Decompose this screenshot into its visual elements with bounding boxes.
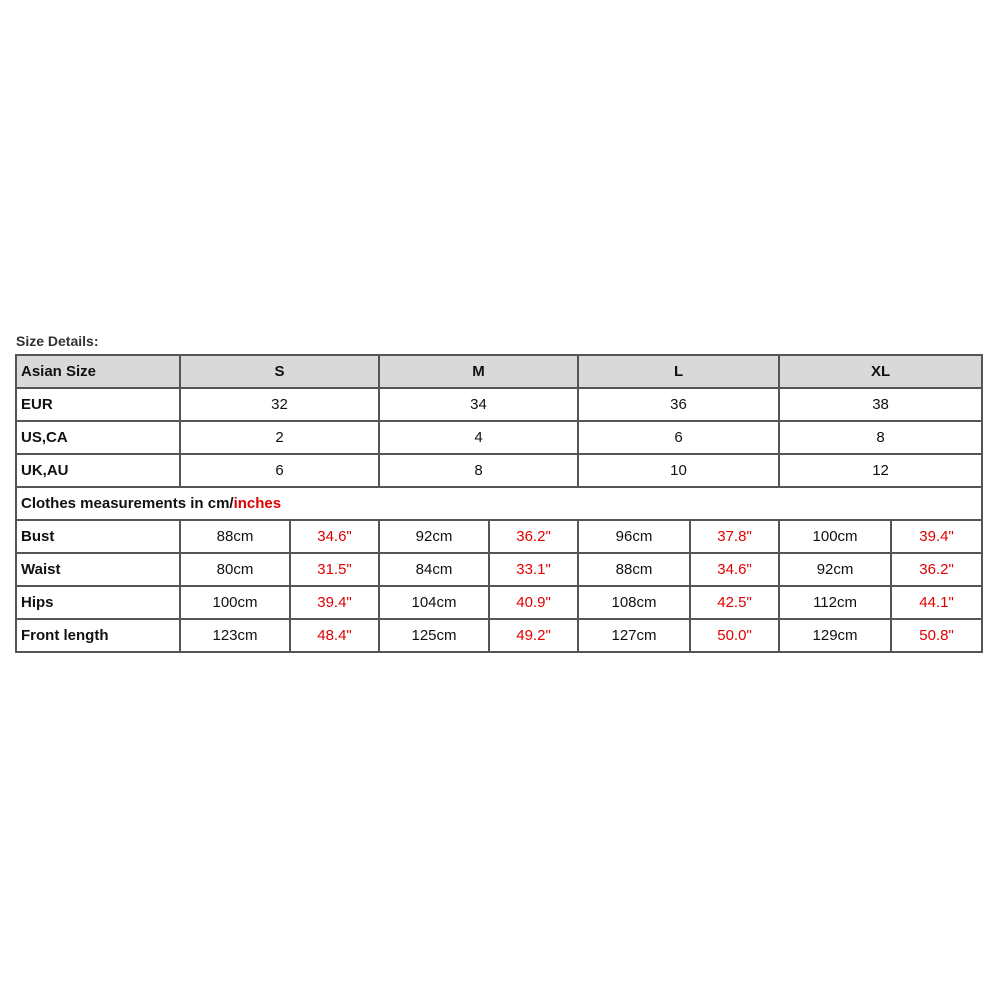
inch-cell: 48.4" bbox=[290, 619, 379, 652]
inch-cell: 31.5" bbox=[290, 553, 379, 586]
size-details bbox=[15, 330, 981, 653]
cm-cell: 108cm bbox=[578, 586, 690, 619]
row-label: Waist bbox=[16, 553, 180, 586]
size-xl: XL bbox=[779, 355, 982, 388]
inch-cell: 44.1" bbox=[891, 586, 982, 619]
cm-cell: 127cm bbox=[578, 619, 690, 652]
inch-cell: 50.0" bbox=[690, 619, 779, 652]
table-cell: 10 bbox=[578, 454, 779, 487]
table-cell: 8 bbox=[379, 454, 578, 487]
inch-cell: 36.2" bbox=[489, 520, 578, 553]
row-label: US,CA bbox=[16, 421, 180, 454]
cm-cell: 112cm bbox=[779, 586, 891, 619]
cm-cell: 80cm bbox=[180, 553, 290, 586]
table-cell: 36 bbox=[578, 388, 779, 421]
inch-cell: 42.5" bbox=[690, 586, 779, 619]
cm-cell: 129cm bbox=[779, 619, 891, 652]
table-row-uk-au bbox=[16, 454, 982, 487]
inch-cell: 39.4" bbox=[290, 586, 379, 619]
table-cell: 6 bbox=[578, 421, 779, 454]
cm-cell: 100cm bbox=[779, 520, 891, 553]
table-row-eur bbox=[16, 388, 982, 421]
cm-cell: 123cm bbox=[180, 619, 290, 652]
table-cell: 2 bbox=[180, 421, 379, 454]
table-cell: 38 bbox=[779, 388, 982, 421]
table-row-hips bbox=[16, 586, 982, 619]
measurement-note-row bbox=[16, 487, 982, 520]
inch-cell: 37.8" bbox=[690, 520, 779, 553]
cm-cell: 125cm bbox=[379, 619, 489, 652]
size-s: S bbox=[180, 355, 379, 388]
cm-cell: 84cm bbox=[379, 553, 489, 586]
table-cell: 32 bbox=[180, 388, 379, 421]
table-cell: 4 bbox=[379, 421, 578, 454]
measurement-note-inches: inches bbox=[233, 495, 282, 512]
inch-cell: 34.6" bbox=[690, 553, 779, 586]
table-row-front-length bbox=[16, 619, 982, 652]
row-label: EUR bbox=[16, 388, 180, 421]
row-label: Bust bbox=[16, 520, 180, 553]
table-row-bust bbox=[16, 520, 982, 553]
cm-cell: 88cm bbox=[180, 520, 290, 553]
cm-cell: 88cm bbox=[578, 553, 690, 586]
inch-cell: 49.2" bbox=[489, 619, 578, 652]
inch-cell: 39.4" bbox=[891, 520, 982, 553]
row-label: UK,AU bbox=[16, 454, 180, 487]
size-l: L bbox=[578, 355, 779, 388]
size-details-title: Size Details: bbox=[16, 333, 99, 349]
table-cell: 12 bbox=[779, 454, 982, 487]
size-table bbox=[15, 354, 983, 653]
header-row bbox=[16, 355, 982, 388]
cm-cell: 100cm bbox=[180, 586, 290, 619]
measurement-note bbox=[16, 487, 982, 520]
row-label: Hips bbox=[16, 586, 180, 619]
inch-cell: 36.2" bbox=[891, 553, 982, 586]
cm-cell: 92cm bbox=[379, 520, 489, 553]
cm-cell: 104cm bbox=[379, 586, 489, 619]
table-row-waist bbox=[16, 553, 982, 586]
cm-cell: 92cm bbox=[779, 553, 891, 586]
measurement-note-prefix: Clothes measurements in cm/ bbox=[21, 495, 234, 512]
inch-cell: 33.1" bbox=[489, 553, 578, 586]
cm-cell: 96cm bbox=[578, 520, 690, 553]
table-row-us-ca bbox=[16, 421, 982, 454]
header-label: Asian Size bbox=[16, 355, 180, 388]
row-label: Front length bbox=[16, 619, 180, 652]
inch-cell: 40.9" bbox=[489, 586, 578, 619]
table-cell: 8 bbox=[779, 421, 982, 454]
table-cell: 34 bbox=[379, 388, 578, 421]
table-cell: 6 bbox=[180, 454, 379, 487]
inch-cell: 50.8" bbox=[891, 619, 982, 652]
size-m: M bbox=[379, 355, 578, 388]
inch-cell: 34.6" bbox=[290, 520, 379, 553]
